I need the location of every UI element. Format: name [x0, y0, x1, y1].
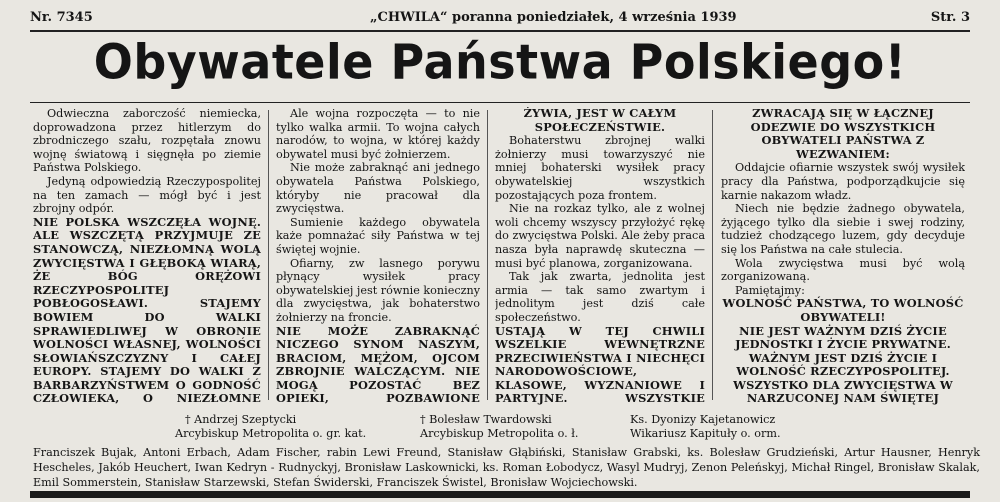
issue-number: Nr. 7345 [30, 10, 93, 25]
signature-twardowski [420, 413, 578, 441]
col4-paragraph: Pamiętajmy: [735, 283, 805, 297]
column-2 [276, 107, 480, 405]
col3-paragraph: Bohaterstwu zbrojnej walki żołnierzy musi towarzyszyć nie mniej bohaterski wysiłek pracy obywatelskiej wszystkich pozostających poza frontem. [495, 134, 705, 202]
col1-paragraph: Jedyną odpowiedzią Rzeczypospolitej na ten zamach — mógł być i jest zbrojny odpór. [33, 174, 261, 216]
col2-paragraph: Sumienie każdego obywatela każe pomnażać siły Państwa w tej świętej wojnie. [276, 215, 480, 256]
signatory-title: Arcybiskup Metropolita o. ł. [420, 427, 579, 440]
headline: Obywatele Państwa Polskiego! [93, 33, 907, 91]
col3-caps-paragraph: USTAJĄ W TEJ CHWILI WSZELKIE WEWNĘTRZNE PRZECIWIEŃSTWA I NIECHĘCI NARODOWOŚCIOWE, KLASOWE, WYZNANIOWE I PARTYJNE. WSZYSTKIE [495, 323, 705, 405]
signature-szeptycki [175, 413, 366, 441]
col3-paragraph: Tak jak zwarta, jednolita jest armia — tak samo zwartym i jednolitym jest dziś całe społeczeństwo. [495, 270, 705, 324]
column-4 [721, 107, 965, 405]
col1-caps-paragraph: NIE POLSKA WSZCZĘŁA WOJNĘ. ALE WSZCZĘTĄ PRZYJMUJE ZE STANOWCZĄ, NIEZŁOMNĄ WOLĄ ZWYCIĘSTWA I GŁĘBOKĄ WIARĄ, ŻE BÓG ORĘŻOWI RZECZYPOSPOLITEJ POBŁOGOSŁAWI. STAJEMY BOWIEM DO WALKI SPRAWIEDLIWEJ W OBRONIE WOLNOŚCI WŁASNEJ, WOLNOŚCI SŁOWIAŃSZCZYZNY I CAŁEJ EUROPY. STAJEMY DO WALKI Z BARBARZYŃSTWEM O GODNOŚĆ CZŁOWIEKA, O NIEZŁOMNE [33, 214, 261, 405]
headline-rule [30, 102, 970, 103]
signatory-title: Wikariusz Kapituły o. orm. [630, 427, 781, 440]
col4-caps-paragraph: NIE JEST WAŻNYM DZIŚ ŻYCIE JEDNOSTKI I ŻYCIE PRYWATNE. WAŻNYM JEST DZIŚ ŻYCIE I WOLNOŚĆ RZECZYPOSPOLITEJ. [735, 323, 951, 379]
col1-paragraph: Odwieczna zaborczość niemiecka, doprowadzona przez hitlerzym do zbrodniczego szału, rozpętała znowu wojnę światową i sięgnęła po ziemie Państwa Polskiego. [33, 107, 261, 175]
col4-paragraph: Wola zwycięstwa musi być wolą zorganizowaną. [721, 256, 965, 284]
column-3 [495, 107, 705, 405]
other-signatories: Franciszek Bujak, Antoni Erbach, Adam Fischer, rabin Lewi Freund, Stanisław Głąbiński, Stanisław Grabski, ks. Bolesław Grudzieński, Artur Hausner, Henryk Hescheles, Jakób Heuchert, Iwan Kedryn - Rudnyckyj, Bronisław Laskownicki, ks. Roman Łobodycz, Wasyl Mudryj, Zenon Peleńskyj, Michał Ringel, Bronisław Skalak, Emil Sommerstein, Stanisław Starzewski, Stefan Świderski, Franciszek Świstel, Bronisław Wojciechowski. [33, 446, 980, 489]
column-1 [33, 107, 261, 405]
page-header [30, 8, 970, 28]
header-rule [30, 30, 970, 32]
page-number: Str. 3 [930, 10, 970, 25]
col3-paragraph: Nie na rozkaz tylko, ale z wolnej woli chcemy wszyscy przyłożyć rękę do zwycięstwa Polski. Ale żeby praca nasza była naprawdę skuteczna — musi być planowa, zorganizowana. [495, 202, 705, 270]
signature-kajetanowicz [630, 413, 781, 441]
col3-caps-paragraph: ŻYWIA, JEST W CAŁYM SPOŁECZEŃSTWIE. [523, 107, 677, 134]
col4-caps-paragraph: WOLNOŚĆ PAŃSTWA, TO WOLNOŚĆ OBYWATELI! [722, 296, 964, 324]
newspaper-dateline: „CHWILA“ poranna poniedziałek, 4 września 1939 [370, 10, 737, 25]
col4-caps-paragraph: ZWRACAJĄ SIĘ W ŁĄCZNEJ ODEZWIE DO WSZYSTKICH OBYWATELI PAŃSTWA Z WEZWANIEM: [750, 107, 936, 161]
bottom-rule [30, 491, 970, 498]
signatory-name: † Andrzej Szeptycki [185, 413, 297, 426]
col2-paragraph: Ofiarny, zw lasnego porywu płynący wysiłek pracy obywatelskiej jest równie konieczny dla zwycięstwa, jak bohaterstwo żołnierzy na froncie. [276, 256, 480, 324]
column-divider [268, 110, 269, 400]
signatory-name: † Bolesław Twardowski [420, 413, 552, 426]
col4-caps-paragraph: WSZYSTKO DLA ZWYCIĘSTWA W NARZUCONEJ NAM ŚWIĘTEJ [733, 377, 953, 405]
column-divider [712, 110, 713, 400]
column-divider [487, 110, 488, 400]
col2-paragraph: Nie może zabraknąć ani jednego obywatela Państwa Polskiego, któryby nie pracował dla zwycięstwa. [276, 161, 480, 216]
col4-paragraph: Oddajcie ofiarnie wszystek swój wysiłek pracy dla Państwa, podporządkujcie się karnie nakazom władz. [721, 161, 965, 202]
signatory-name: Ks. Dyonizy Kajetanowicz [630, 413, 776, 426]
col2-paragraph: Ale wojna rozpoczęta — to nie tylko walka armii. To wojna całych narodów, to wojna, w której każdy obywatel musi być żołnierzem. [276, 107, 480, 161]
col4-paragraph: Niech nie będzie żadnego obywatela, żyjącego tylko dla siebie i swej rodziny, tudzież chodzącego luzem, gdy decyduje się los Państwa na całe stulecia. [721, 202, 965, 256]
signatory-title: Arcybiskup Metropolita o. gr. kat. [175, 427, 367, 440]
col2-caps-paragraph: NIE MOŻE ZABRAKNĄĆ NICZEGO SYNOM NASZYM, BRACIOM, MĘŻOM, OJCOM ZBROJNIE WALCZĄCYM. NIE MOGĄ POZOSTAĆ BEZ OPIEKI, POZBAWIONE [276, 323, 480, 405]
